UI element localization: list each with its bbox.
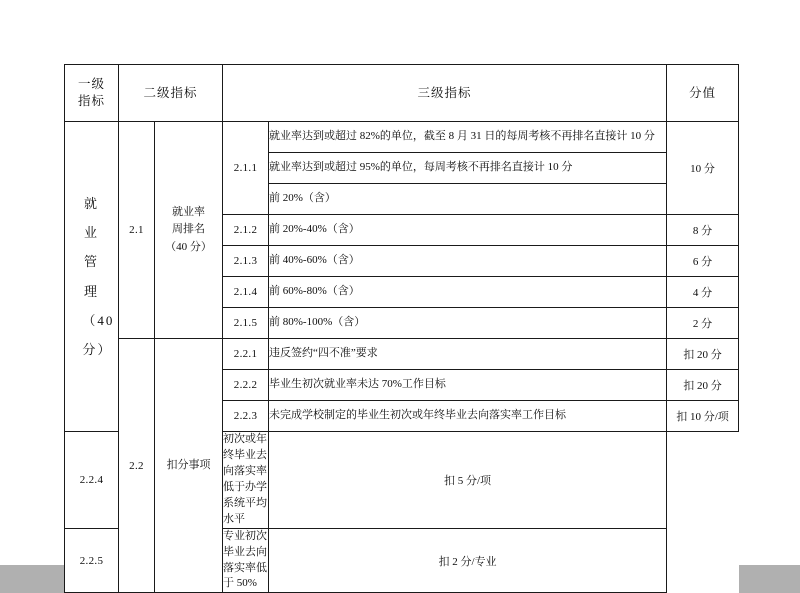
row-score-2-2-4: 扣 5 分/项 xyxy=(269,432,667,529)
row-score-2-2-2: 扣 20 分 xyxy=(667,370,739,401)
table-header xyxy=(65,65,739,122)
group-name-line-1: 周排名 xyxy=(172,223,205,236)
header-level1-line1: 一级 xyxy=(77,77,105,92)
row-code-2-2-3: 2.2.3 xyxy=(223,401,269,432)
row-score-2-1-5: 2 分 xyxy=(667,308,739,339)
row-score-2-2-5: 扣 2 分/专业 xyxy=(269,528,667,593)
table-body xyxy=(65,122,739,593)
row-desc-2-1-2: 前 20%-40%（含） xyxy=(269,215,667,246)
row-desc-2-2-2: 毕业生初次就业率未达 70%工作目标 xyxy=(269,370,667,401)
row-code-2-1-5: 2.1.5 xyxy=(223,308,269,339)
group-name-line-2: （40 分） xyxy=(165,240,212,253)
header-row xyxy=(65,65,739,122)
row-desc-2-1-1-a: 就业率达到或超过 82%的单位，截至 8 月 31 日的每周考核不再排名直接计 10 分 xyxy=(269,122,667,153)
row-code-2-1-2: 2.1.2 xyxy=(223,215,269,246)
row-code-2-2-2: 2.2.2 xyxy=(223,370,269,401)
level1-char-0: 就 xyxy=(83,195,99,211)
row-score-2-2-1: 扣 20 分 xyxy=(667,339,739,370)
group-name-line-0: 就业率 xyxy=(172,205,205,218)
row-desc-2-1-1-c: 前 20%（含） xyxy=(269,184,667,215)
row-desc-2-1-4: 前 60%-80%（含） xyxy=(269,277,667,308)
row-desc-2-1-5: 前 80%-100%（含） xyxy=(269,308,667,339)
level1-char-1: 业 xyxy=(83,225,99,240)
table-row xyxy=(65,122,739,153)
group-code-2-1: 2.1 xyxy=(119,122,155,339)
row-code-2-2-4: 2.2.4 xyxy=(65,432,119,529)
row-score-2-1-4: 4 分 xyxy=(667,277,739,308)
row-code-2-2-1: 2.2.1 xyxy=(223,339,269,370)
level1-char-3: 理 xyxy=(83,283,99,299)
row-score-2-2-3: 扣 10 分/项 xyxy=(667,401,739,432)
indicator-table xyxy=(64,64,739,593)
row-code-2-1-4: 2.1.4 xyxy=(223,277,269,308)
level1-char-5: 分） xyxy=(82,342,113,357)
row-desc-2-2-4: 初次或年终毕业去向落实率低于办学系统平均水平 xyxy=(223,432,269,529)
row-score-2-1-1: 10 分 xyxy=(667,122,739,215)
header-level3: 三级指标 xyxy=(223,65,667,122)
table-row xyxy=(65,339,739,370)
row-score-2-1-3: 6 分 xyxy=(667,246,739,277)
group-name-2-2: 扣分事项 xyxy=(155,339,223,593)
row-desc-2-2-3: 未完成学校制定的毕业生初次或年终毕业去向落实率工作目标 xyxy=(269,401,667,432)
row-code-2-1-3: 2.1.3 xyxy=(223,246,269,277)
row-desc-2-1-3: 前 40%-60%（含） xyxy=(269,246,667,277)
row-desc-2-2-1: 违反签约“四不准”要求 xyxy=(269,339,667,370)
level1-char-2: 管 xyxy=(83,254,99,270)
level1-char-4: （40 xyxy=(82,312,115,328)
level1-indicator-cell xyxy=(65,122,119,432)
row-code-2-2-5: 2.2.5 xyxy=(65,528,119,593)
header-score: 分值 xyxy=(667,65,739,122)
group-code-2-2: 2.2 xyxy=(119,339,155,593)
row-desc-2-1-1-b: 就业率达到或超过 95%的单位，每周考核不再排名直接计 10 分 xyxy=(269,153,667,184)
header-level1-line2: 指标 xyxy=(77,94,105,108)
row-desc-2-2-5: 专业初次毕业去向落实率低于 50% xyxy=(223,528,269,593)
row-code-2-1-1: 2.1.1 xyxy=(223,122,269,215)
row-score-2-1-2: 8 分 xyxy=(667,215,739,246)
group-name-2-1 xyxy=(155,122,223,339)
header-level2: 二级指标 xyxy=(119,65,223,122)
header-level1 xyxy=(65,65,119,122)
